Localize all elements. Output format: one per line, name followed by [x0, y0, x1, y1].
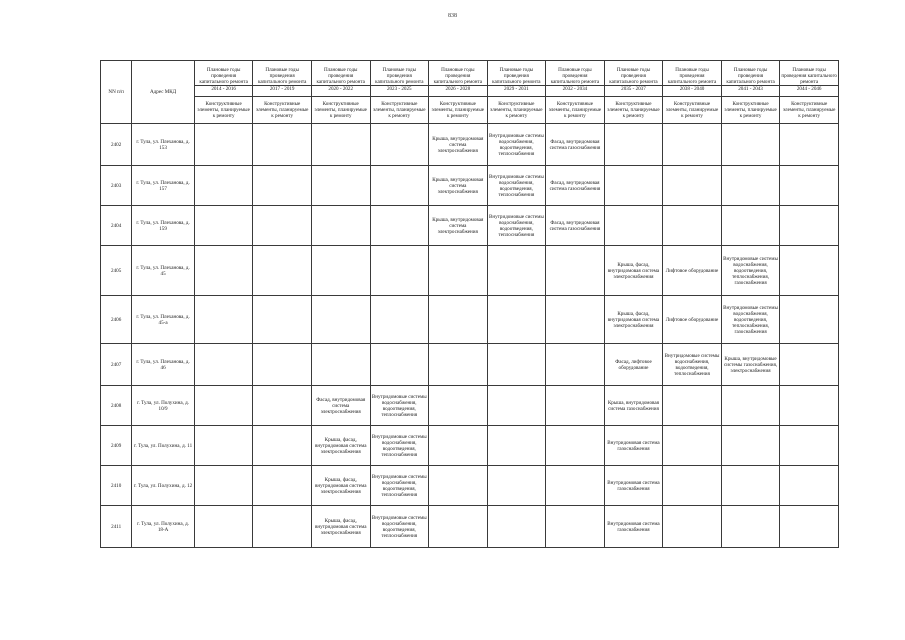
repair-elements-cell — [487, 506, 546, 548]
repair-elements-cell — [194, 166, 253, 206]
repair-elements-cell: Лифтовое оборудование — [663, 296, 722, 344]
repair-elements-cell: Внутридомовая система газоснабжения — [604, 466, 663, 506]
period-header-0 — [194, 61, 253, 97]
repair-elements-cell: Внутридомовые системы водоснабжения, водоотведения, теплоснабжения, газоснабжения — [721, 296, 780, 344]
num-column-header: NN п/п — [101, 61, 132, 124]
row-address: г. Тула, ул. Полухина, д. 12 — [132, 466, 195, 506]
table-row — [101, 246, 839, 296]
repair-elements-cell — [429, 344, 488, 386]
repair-elements-cell: Крыша, фасад, внутридомовая система электроснабжения — [311, 426, 370, 466]
repair-elements-cell: Внутридомовые системы водоснабжения, водоотведения, теплоснабжения — [487, 166, 546, 206]
period-label: Плановые годы проведения капитального ремонта — [492, 66, 541, 85]
repair-elements-cell — [370, 296, 429, 344]
row-address: г. Тула, ул. Плеханова, д. 159 — [132, 206, 195, 246]
period-years: 2044 - 2046 — [780, 85, 838, 92]
repair-elements-cell: Крыша, фасад, внутридомовая система электроснабжения — [604, 296, 663, 344]
repair-elements-cell — [311, 344, 370, 386]
period-label: Плановые годы проведения капитального ремонта — [667, 66, 717, 85]
table-row — [101, 466, 839, 506]
repair-elements-cell — [194, 386, 253, 426]
repair-elements-cell — [253, 466, 312, 506]
repair-elements-cell: Внутридомовые системы водоснабжения, водоотведения, теплоснабжения, газоснабжения — [721, 246, 780, 296]
repair-elements-cell: Крыша, фасад, внутридомовая система электроснабжения — [311, 466, 370, 506]
period-label: Плановые годы проведения капитального ремонта — [726, 66, 775, 85]
period-header-8 — [663, 61, 722, 97]
repair-elements-cell — [780, 246, 839, 296]
row-number: 2403 — [101, 166, 132, 206]
period-years: 2038 - 2040 — [663, 85, 721, 92]
row-number: 2410 — [101, 466, 132, 506]
repair-elements-cell — [721, 166, 780, 206]
period-header-10 — [780, 61, 839, 97]
table-row — [101, 166, 839, 206]
repair-elements-cell: Крыша, внутридомовая система газоснабжения — [604, 386, 663, 426]
elements-header-3: Конструктивные элементы, планируемые к ремонту — [370, 97, 429, 124]
repair-elements-cell — [194, 344, 253, 386]
repair-elements-cell — [253, 206, 312, 246]
row-address: г. Тула, ул. Полухина, д. 18-А — [132, 506, 195, 548]
repair-elements-cell — [721, 206, 780, 246]
period-header-7 — [604, 61, 663, 97]
table-row — [101, 426, 839, 466]
row-address: г. Тула, ул. Плеханова, д. 157 — [132, 166, 195, 206]
repair-elements-cell — [194, 296, 253, 344]
repair-elements-cell — [370, 124, 429, 166]
repair-elements-cell — [194, 506, 253, 548]
table-row — [101, 206, 839, 246]
repair-elements-cell — [429, 506, 488, 548]
repair-elements-cell — [780, 506, 839, 548]
repair-elements-cell — [487, 386, 546, 426]
repair-elements-cell — [311, 206, 370, 246]
elements-header-9: Конструктивные элементы, планируемые к ремонту — [721, 97, 780, 124]
repair-elements-cell — [780, 386, 839, 426]
period-header-6 — [546, 61, 605, 97]
repair-elements-cell: Крыша, внутридомовая система электроснабжения — [429, 124, 488, 166]
repair-elements-cell — [194, 206, 253, 246]
repair-elements-cell — [370, 166, 429, 206]
repair-elements-cell — [780, 466, 839, 506]
row-number: 2405 — [101, 246, 132, 296]
elements-header-2: Конструктивные элементы, планируемые к ремонту — [311, 97, 370, 124]
table-row — [101, 124, 839, 166]
period-years: 2023 - 2025 — [371, 85, 429, 92]
repair-elements-cell — [194, 426, 253, 466]
row-number: 2406 — [101, 296, 132, 344]
repair-elements-cell — [311, 166, 370, 206]
capital-repair-plan-table — [100, 60, 839, 548]
period-label: Плановые годы проведения капитального ремонта — [433, 66, 483, 85]
repair-elements-cell: Фасад, лифтовое оборудование — [604, 344, 663, 386]
repair-elements-cell — [429, 466, 488, 506]
repair-elements-cell — [780, 296, 839, 344]
period-years: 2029 - 2031 — [488, 85, 546, 92]
period-header-2 — [311, 61, 370, 97]
period-label: Плановые годы проведения капитального ремонта — [550, 66, 600, 85]
elements-header-5: Конструктивные элементы, планируемые к ремонту — [487, 97, 546, 124]
repair-elements-cell — [253, 246, 312, 296]
repair-elements-cell — [721, 124, 780, 166]
repair-elements-cell — [780, 426, 839, 466]
repair-elements-cell — [663, 206, 722, 246]
repair-elements-cell: Внутридомовые системы водоснабжения, водоотведения, теплоснабжения — [487, 124, 546, 166]
period-label: Плановые годы проведения капитального ремонта — [199, 66, 248, 85]
period-label: Плановые годы проведения капитального ремонта — [781, 66, 837, 85]
page-number: 838 — [448, 13, 457, 19]
repair-elements-cell — [546, 466, 605, 506]
row-number: 2404 — [101, 206, 132, 246]
repair-elements-cell — [721, 466, 780, 506]
repair-elements-cell: Крыша, внутридомовая система электроснабжения — [429, 206, 488, 246]
repair-elements-cell — [370, 246, 429, 296]
table-row — [101, 506, 839, 548]
repair-elements-cell — [546, 296, 605, 344]
repair-elements-cell — [546, 426, 605, 466]
repair-elements-cell — [780, 124, 839, 166]
repair-elements-cell — [253, 166, 312, 206]
repair-elements-cell: Внутридомовые системы водоснабжения, водоотведения, теплоснабжения — [370, 466, 429, 506]
repair-elements-cell: Внутридомовые системы водоснабжения, водоотведения, теплоснабжения — [370, 506, 429, 548]
repair-elements-cell — [487, 426, 546, 466]
repair-elements-cell — [487, 344, 546, 386]
period-years: 2041 - 2043 — [722, 85, 780, 92]
repair-elements-cell — [253, 124, 312, 166]
repair-elements-cell: Крыша, внутридомовая система электроснабжения — [429, 166, 488, 206]
period-header-1 — [253, 61, 312, 97]
elements-header-0: Конструктивные элементы, планируемые к ремонту — [194, 97, 253, 124]
repair-elements-cell — [311, 296, 370, 344]
row-address: г. Тула, ул. Полухина, д. 10/9 — [132, 386, 195, 426]
row-number: 2402 — [101, 124, 132, 166]
repair-elements-cell — [663, 386, 722, 426]
repair-elements-cell: Фасад, внутридомовая система газоснабжения — [546, 124, 605, 166]
elements-header-1: Конструктивные элементы, планируемые к ремонту — [253, 97, 312, 124]
elements-header-4: Конструктивные элементы, планируемые к ремонту — [429, 97, 488, 124]
row-address: г. Тула, ул. Плеханова, д. 45 — [132, 246, 195, 296]
period-header-4 — [429, 61, 488, 97]
repair-elements-cell — [604, 166, 663, 206]
repair-elements-cell — [721, 426, 780, 466]
repair-elements-cell: Внутридомовые системы водоснабжения, водоотведения, теплоснабжения — [370, 386, 429, 426]
period-header-5 — [487, 61, 546, 97]
period-label: Плановые годы проведения капитального ремонта — [316, 66, 365, 85]
period-years: 2020 - 2022 — [312, 85, 370, 92]
repair-elements-cell — [546, 386, 605, 426]
period-label: Плановые годы проведения капитального ремонта — [375, 66, 424, 85]
row-number: 2407 — [101, 344, 132, 386]
repair-elements-cell — [546, 344, 605, 386]
period-header-9 — [721, 61, 780, 97]
repair-elements-cell — [780, 344, 839, 386]
repair-elements-cell: Внутридомовые системы водоснабжения, водоотведения, теплоснабжения — [370, 426, 429, 466]
repair-elements-cell — [429, 426, 488, 466]
repair-elements-cell: Фасад, внутридомовая система газоснабжения — [546, 206, 605, 246]
repair-elements-cell — [663, 426, 722, 466]
period-label: Плановые годы проведения капитального ремонта — [609, 66, 658, 85]
repair-elements-cell — [604, 124, 663, 166]
row-number: 2411 — [101, 506, 132, 548]
repair-elements-cell — [487, 466, 546, 506]
repair-elements-cell — [253, 344, 312, 386]
repair-elements-cell: Внутридомовые системы водоснабжения, водоотведения, теплоснабжения — [487, 206, 546, 246]
elements-header-8: Конструктивные элементы, планируемые к ремонту — [663, 97, 722, 124]
period-years: 2032 - 2034 — [546, 85, 604, 92]
repair-elements-cell — [253, 506, 312, 548]
row-address: г. Тула, ул. Плеханова, д. 46 — [132, 344, 195, 386]
table-row — [101, 296, 839, 344]
repair-elements-cell — [663, 124, 722, 166]
repair-elements-cell — [663, 506, 722, 548]
repair-elements-cell: Лифтовое оборудование — [663, 246, 722, 296]
repair-elements-cell — [253, 386, 312, 426]
repair-elements-cell — [194, 246, 253, 296]
period-years: 2017 - 2019 — [253, 85, 311, 92]
elements-header-6: Конструктивные элементы, планируемые к ремонту — [546, 97, 605, 124]
period-label: Плановые годы проведения капитального ремонта — [257, 66, 307, 85]
repair-elements-cell — [311, 124, 370, 166]
row-address: г. Тула, ул. Плеханова, д. 153 — [132, 124, 195, 166]
repair-elements-cell — [194, 466, 253, 506]
repair-elements-cell: Крыша, фасад, внутридомовая система электроснабжения — [311, 506, 370, 548]
repair-elements-cell — [487, 246, 546, 296]
repair-elements-cell — [487, 296, 546, 344]
repair-elements-cell: Крыша, фасад, внутридомовая система электроснабжения — [604, 246, 663, 296]
address-column-header: Адрес МКД — [132, 61, 195, 124]
period-years: 2035 - 2037 — [605, 85, 663, 92]
repair-elements-cell — [546, 246, 605, 296]
elements-header-10: Конструктивные элементы, планируемые к ремонту — [780, 97, 839, 124]
repair-elements-cell — [546, 506, 605, 548]
repair-elements-cell — [604, 206, 663, 246]
period-header-3 — [370, 61, 429, 97]
repair-elements-cell — [194, 124, 253, 166]
repair-elements-cell — [663, 466, 722, 506]
table-row — [101, 386, 839, 426]
repair-elements-cell — [370, 344, 429, 386]
repair-elements-cell: Внутридомовые системы водоснабжения, водоотведения, теплоснабжения — [663, 344, 722, 386]
row-address: г. Тула, ул. Полухина, д. 11 — [132, 426, 195, 466]
repair-elements-cell: Фасад, внутридомовая система электроснабжения — [311, 386, 370, 426]
repair-elements-cell — [429, 386, 488, 426]
repair-elements-cell — [780, 166, 839, 206]
repair-elements-cell — [663, 166, 722, 206]
table-row — [101, 344, 839, 386]
period-years: 2014 - 2016 — [195, 85, 253, 92]
repair-elements-cell — [429, 296, 488, 344]
row-address: г. Тула, ул. Плеханова, д. 45-а — [132, 296, 195, 344]
repair-elements-cell: Внутридомовая система газоснабжения — [604, 506, 663, 548]
repair-elements-cell — [429, 246, 488, 296]
elements-header-7: Конструктивные элементы, планируемые к ремонту — [604, 97, 663, 124]
period-years: 2026 - 2028 — [429, 85, 487, 92]
row-number: 2409 — [101, 426, 132, 466]
repair-elements-cell — [370, 206, 429, 246]
repair-elements-cell — [311, 246, 370, 296]
repair-elements-cell — [721, 506, 780, 548]
repair-elements-cell — [253, 426, 312, 466]
repair-elements-cell: Крыша, внутридомовые системы газоснабжения, электроснабжения — [721, 344, 780, 386]
repair-elements-cell: Фасад, внутридомовая система газоснабжения — [546, 166, 605, 206]
row-number: 2408 — [101, 386, 132, 426]
repair-elements-cell: Внутридомовая система газоснабжения — [604, 426, 663, 466]
repair-elements-cell — [780, 206, 839, 246]
repair-elements-cell — [721, 386, 780, 426]
repair-elements-cell — [253, 296, 312, 344]
